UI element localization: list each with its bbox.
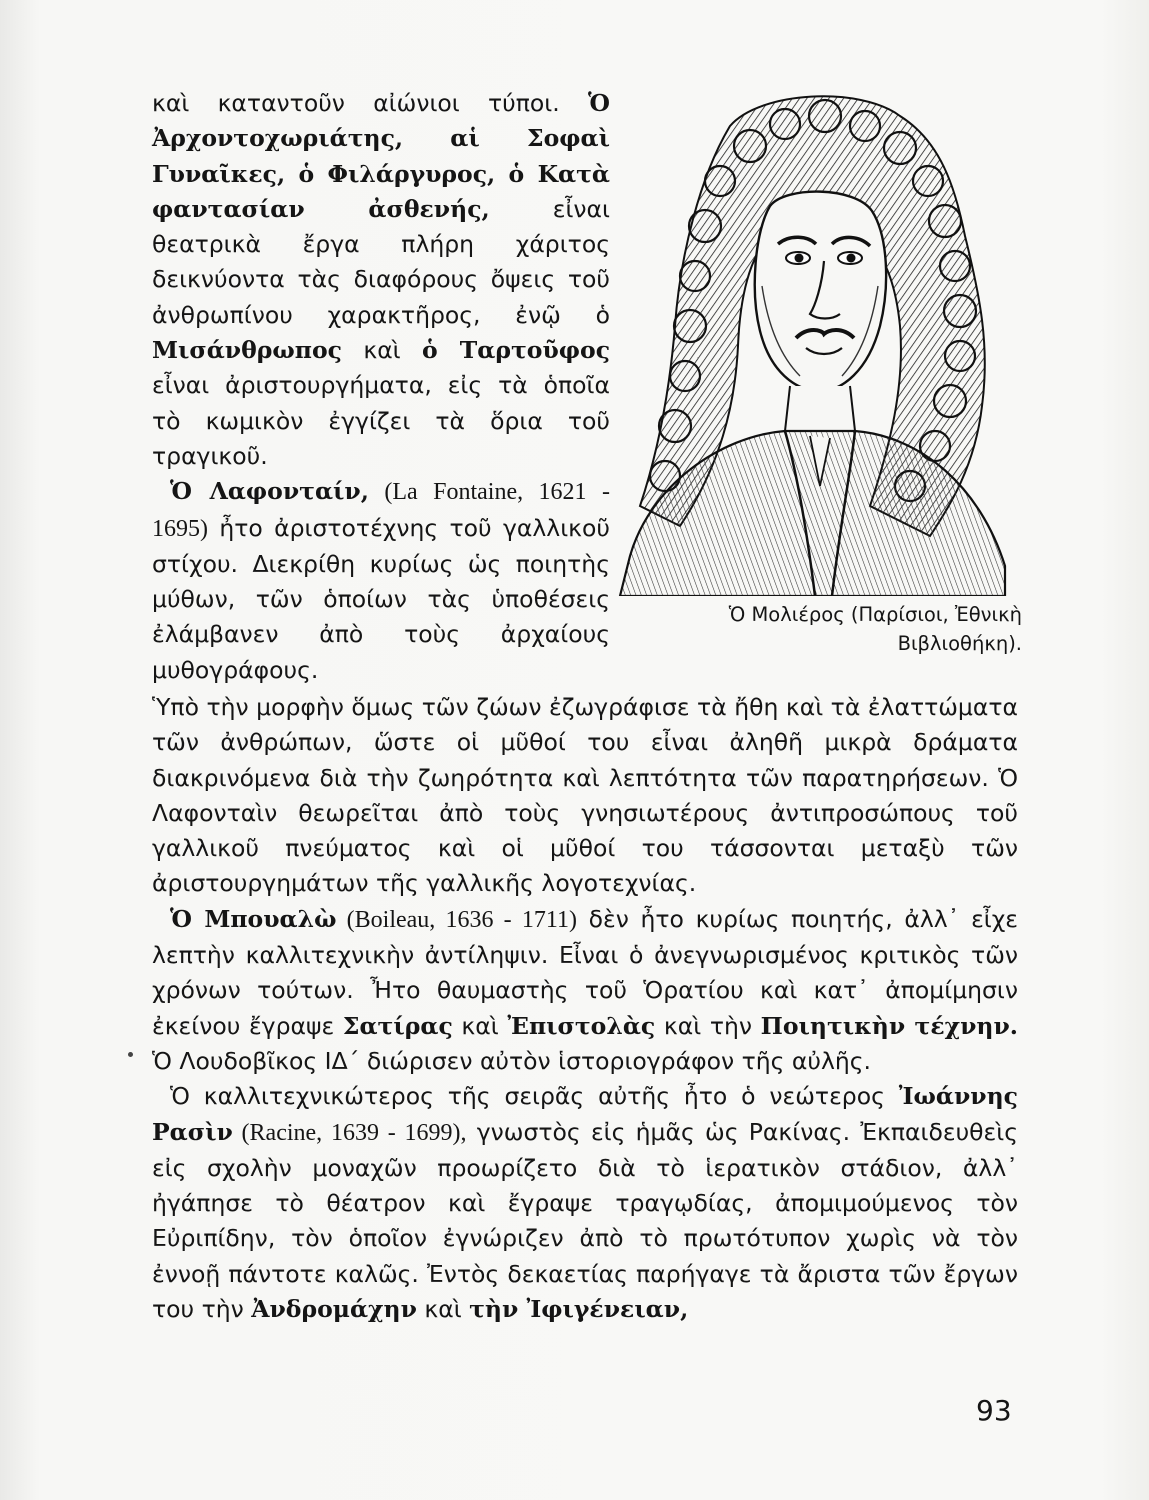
left-column-text (152, 86, 610, 688)
paragraph-lafontaine-continued: Ὑπὸ τὴν μορφὴν ὅμως τῶν ζώων ἐζωγράφισε τὰ ἤθη καὶ τὰ ἐλαττώματα τῶν ἀνθρώπων, ὥστε οἱ μῦθοί του εἶναι ἀληθῆ μικρὰ δράματα διακρινόμενα διὰ τὴν ζωηρότητα καὶ λεπτότητα τῶν παρατηρήσεων. Ὁ Λαφονταὶν θεωρεῖται ἀπὸ τοὺς γνησιωτέρους ἀντιπροσώπους τοῦ γαλλικοῦ πνεύματος καὶ οἱ μῦθοί του τάσσονται μεταξὺ τῶν ἀριστουργημάτων τῆς γαλλικῆς λογοτεχνίας. (152, 693, 1018, 898)
moliere-portrait (610, 86, 1015, 596)
bold-name-lafontaine: Ὁ Λαφονταίν, (170, 477, 369, 506)
paragraph-racine: Ὁ καλλιτεχνικώτερος τῆς σειρᾶς αὐτῆς ἦτο ὁ νεώτερος Ἰωάννης Ρασὶν (Racine, 1639 - 1699), γνωστὸς εἰς ἡμᾶς ὡς Ρακίνας. Ἐκπαιδευθεὶς εἰς σχολὴν μοναχῶν προωρίζετο διὰ τὸ ἱερατικὸν στάδιον, ἀλλ᾽ ἠγάπησε τὸ θέατρον καὶ ἔγραψε τραγῳδίας, ἀπομιμούμενος τὸν Εὐριπίδην, τὸν ὁποῖον ἐγνώριζεν ἀπὸ τὸ πρωτότυπον χωρὶς νὰ τὸν ἐννοῇ πάντοτε καλῶς. Ἐντὸς δεκαετίας παρήγαγε τὰ ἄριστα τῶν ἔργων του τὴν Ἀνδρομάχην καὶ τὴν Ἰφιγένειαν, (152, 1082, 1018, 1324)
paragraph-moliere-works: καὶ καταντοῦν αἰώνιοι τύποι. Ὁ Ἀρχοντοχωριάτης, αἱ Σοφαὶ Γυναῖκες, ὁ Φιλάργυρος, ὁ Κατὰ φαντασίαν ἀσθενής, εἶναι θεατρικὰ ἔργα πλήρη χάριτος δεικνύοντα τὰς διαφόρους ὄψεις τοῦ ἀνθρωπίνου χαρακτῆρος, ἐνῷ ὁ Μισάνθρωπος καὶ ὁ Ταρτοῦφος εἶναι ἀριστουργήματα, εἰς τὰ ὁποῖα τὸ κωμικὸν ἐγγίζει τὰ ὅρια τοῦ τραγικοῦ. (152, 89, 611, 470)
margin-mark (128, 1052, 133, 1057)
paragraph-lafontaine: Ὁ Λαφονταίν, (La Fontaine, 1621 - 1695) ἦτο ἀριστοτέχνης τοῦ γαλλικοῦ στίχου. Διεκρίθη κυρίως ὡς ποιητὴς μύθων, τῶν ὁποίων τὰς ὑποθέσεις ἐλάμβανεν ἀπὸ τοὺς ἀρχαίους μυθογράφους. (152, 477, 610, 684)
bold-title-andromache: Ἀνδρομάχην (251, 1295, 417, 1324)
bold-title-art-poetique: Ποιητικὴν τέχνην. (760, 1011, 1018, 1040)
portrait-caption: Ὁ Μολιέρος (Παρίσιοι, Ἐθνικὴ Βιβλιοθήκη). (728, 603, 1022, 655)
bold-title-satires: Σατίρας (342, 1011, 453, 1040)
bold-title-epistles: Ἐπιστολὰς (507, 1011, 656, 1040)
bold-title-misanthrope: Μισάνθρωπος (152, 336, 342, 365)
paragraph-boileau: Ὁ Μπουαλὼ (Boileau, 1636 - 1711) δὲν ἦτο κυρίως ποιητής, ἀλλ᾽ εἶχε λεπτὴν καλλιτεχνικὴν ἀντίληψιν. Εἶναι ὁ ἀνεγνωρισμένος κριτικὸς τῶν χρόνων τούτων. Ἦτο θαυμαστὴς τοῦ Ὁρατίου καὶ κατ᾽ ἀπομίμησιν ἐκείνου ἔγραψε Σατίρας καὶ Ἐπιστολὰς καὶ τὴν Ποιητικὴν τέχνην. Ὁ Λουδοβῖκος ΙΔ´ διώρισεν αὐτὸν ἱστοριογράφον τῆς αὐλῆς. (152, 904, 1018, 1075)
bold-name-racine: Ἰωάννης Ρασὶν (152, 1082, 1018, 1146)
bold-title-iphigenia: τὴν Ἰφιγένειαν, (469, 1295, 689, 1324)
full-width-text (152, 690, 1018, 1327)
bold-name-boileau: Ὁ Μπουαλὼ (170, 904, 337, 933)
bold-titles: Ὁ Ἀρχοντοχωριάτης, αἱ Σοφαὶ Γυναῖκες, ὁ Φιλάργυρος, ὁ Κατὰ φαντασίαν ἀσθενής, (152, 89, 610, 223)
page-number: 93 (976, 1394, 1012, 1427)
bold-title-tartuffe: ὁ Ταρτοῦφος (422, 336, 611, 365)
